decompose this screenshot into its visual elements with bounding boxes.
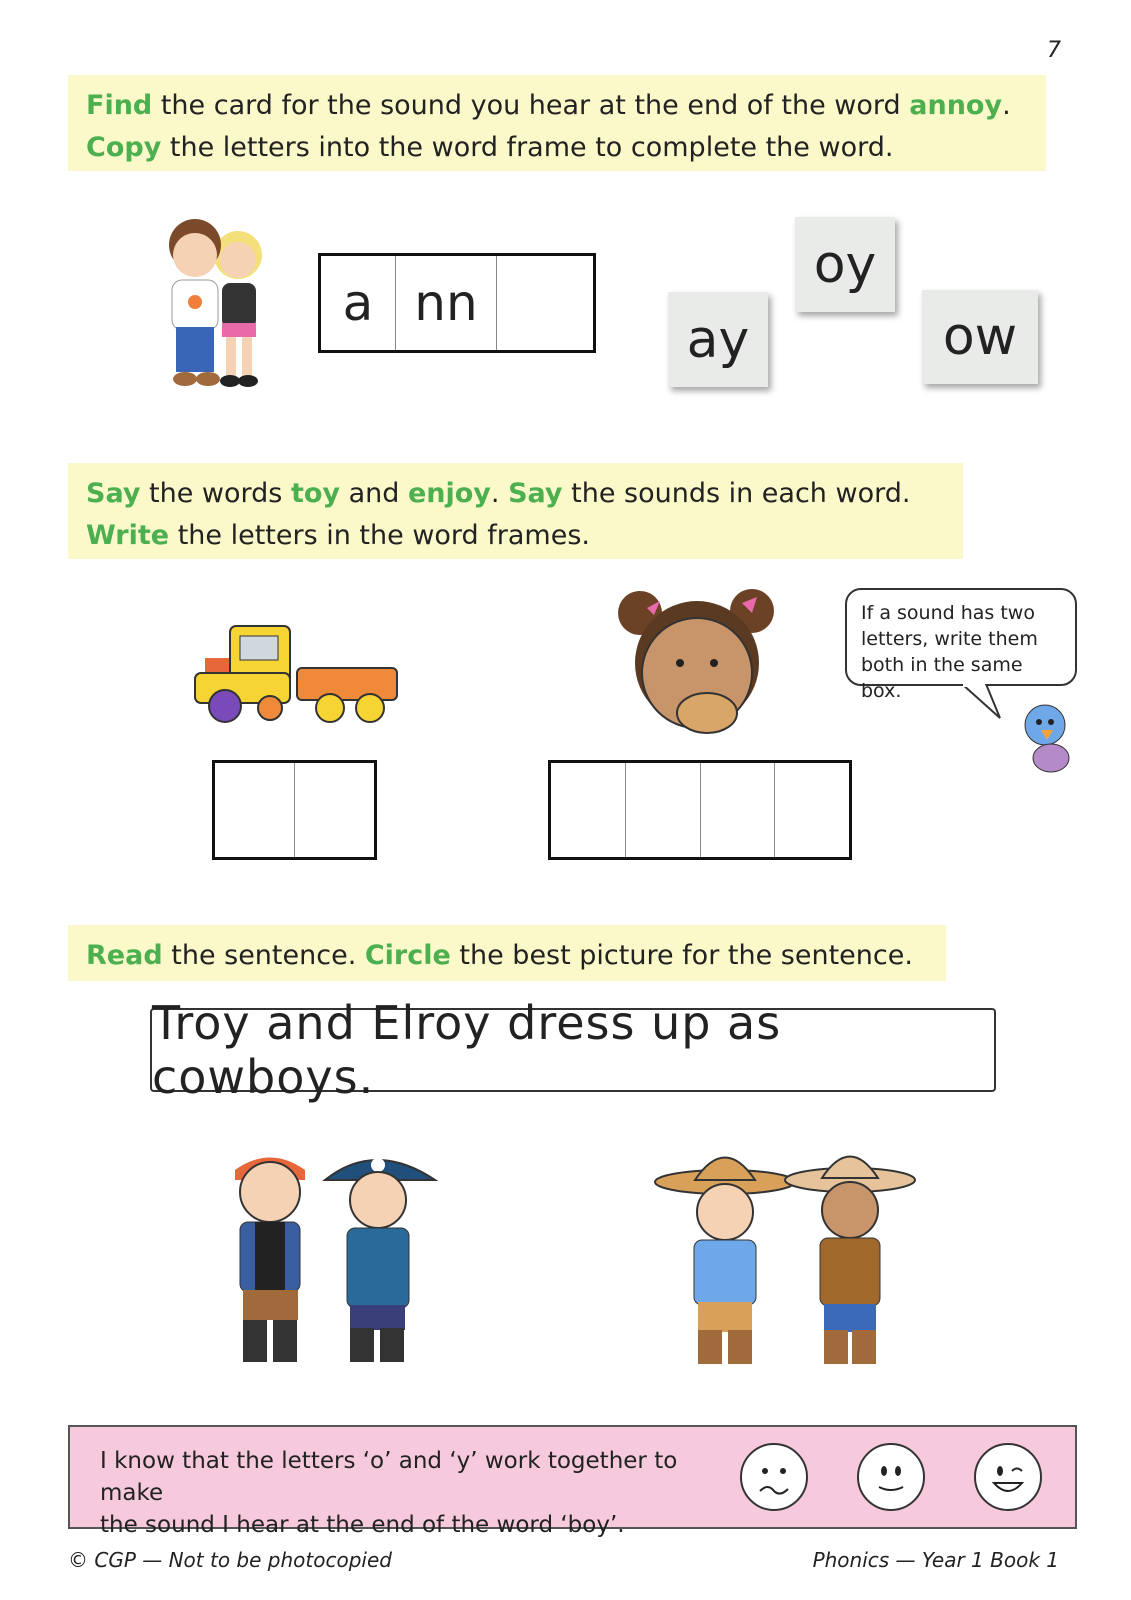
instruction-box-2	[68, 463, 963, 559]
keyword: Say	[508, 478, 563, 509]
sound-card-ay[interactable]: ay	[668, 292, 768, 387]
bird-illustration	[1017, 700, 1077, 784]
instruction-line	[86, 473, 945, 515]
children-illustration	[150, 205, 280, 399]
frame-cell[interactable]	[215, 763, 294, 857]
frame-cell[interactable]: a	[342, 274, 374, 332]
frame-cell[interactable]: nn	[395, 256, 496, 350]
instruction-text: .	[490, 478, 509, 509]
keyword: Copy	[86, 132, 162, 163]
word-frame-enjoy[interactable]	[548, 760, 852, 860]
instruction-line	[86, 127, 1028, 169]
instruction-line	[86, 85, 1028, 127]
instruction-text: the sentence.	[162, 940, 365, 971]
happy-face-icon[interactable]	[974, 1443, 1042, 1511]
instruction-line	[86, 515, 945, 557]
instruction-text: .	[1002, 90, 1011, 121]
instruction-text: the best picture for the sentence.	[450, 940, 913, 971]
frame-cell[interactable]	[551, 763, 625, 857]
footer-copyright: © CGP — Not to be photocopied	[68, 1548, 392, 1572]
speech-bubble: If a sound has two letters, write them both in the same box.	[845, 588, 1077, 686]
instruction-text: the sounds in each word.	[562, 478, 911, 509]
sound-card-oy[interactable]: oy	[795, 217, 895, 312]
instruction-box-1	[68, 75, 1046, 171]
instruction-text: the card for the sound you hear at the end of the word	[152, 90, 910, 121]
frame-cell[interactable]	[294, 763, 374, 857]
keyword: toy	[290, 478, 340, 509]
keyword: Write	[86, 520, 170, 551]
footer-book-title: Phonics — Year 1 Book 1	[812, 1548, 1059, 1572]
toy-train-illustration	[185, 618, 405, 737]
instruction-box-3	[68, 925, 946, 981]
self-check-line: I know that the letters ‘o’ and ‘y’ work together to make	[100, 1448, 678, 1506]
keyword: Read	[86, 940, 163, 971]
instruction-line	[86, 935, 928, 977]
sound-card-ow[interactable]: ow	[922, 290, 1038, 384]
cowboys-picture[interactable]	[650, 1140, 920, 1374]
keyword: Circle	[364, 940, 451, 971]
bubble-tail	[960, 684, 1010, 724]
self-check-statement	[100, 1445, 720, 1541]
word-frame-annoy[interactable]	[318, 253, 596, 353]
word-frame-toy[interactable]	[212, 760, 377, 860]
frame-cell[interactable]	[496, 256, 593, 350]
keyword: enjoy	[407, 478, 491, 509]
instruction-text: the letters in the word frames.	[169, 520, 590, 551]
self-check-line: the sound I hear at the end of the word ‘boy’.	[100, 1512, 625, 1538]
instruction-text: and	[340, 478, 408, 509]
unsure-face-icon[interactable]	[740, 1443, 808, 1511]
keyword: Find	[86, 90, 153, 121]
instruction-text: the words	[140, 478, 291, 509]
instruction-text: the letters into the word frame to complete the word.	[161, 132, 894, 163]
self-check-box	[68, 1425, 1077, 1538]
frame-cell[interactable]	[700, 763, 775, 857]
page-number: 7	[1047, 38, 1061, 63]
girl-eating-cookie-illustration	[612, 583, 782, 747]
pirates-picture[interactable]	[215, 1140, 455, 1374]
keyword: annoy	[909, 90, 1003, 121]
sentence-box: Troy and Elroy dress up as cowboys.	[150, 1008, 996, 1092]
frame-cell[interactable]	[774, 763, 849, 857]
keyword: Say	[86, 478, 141, 509]
frame-cell[interactable]	[625, 763, 700, 857]
neutral-face-icon[interactable]	[857, 1443, 925, 1511]
